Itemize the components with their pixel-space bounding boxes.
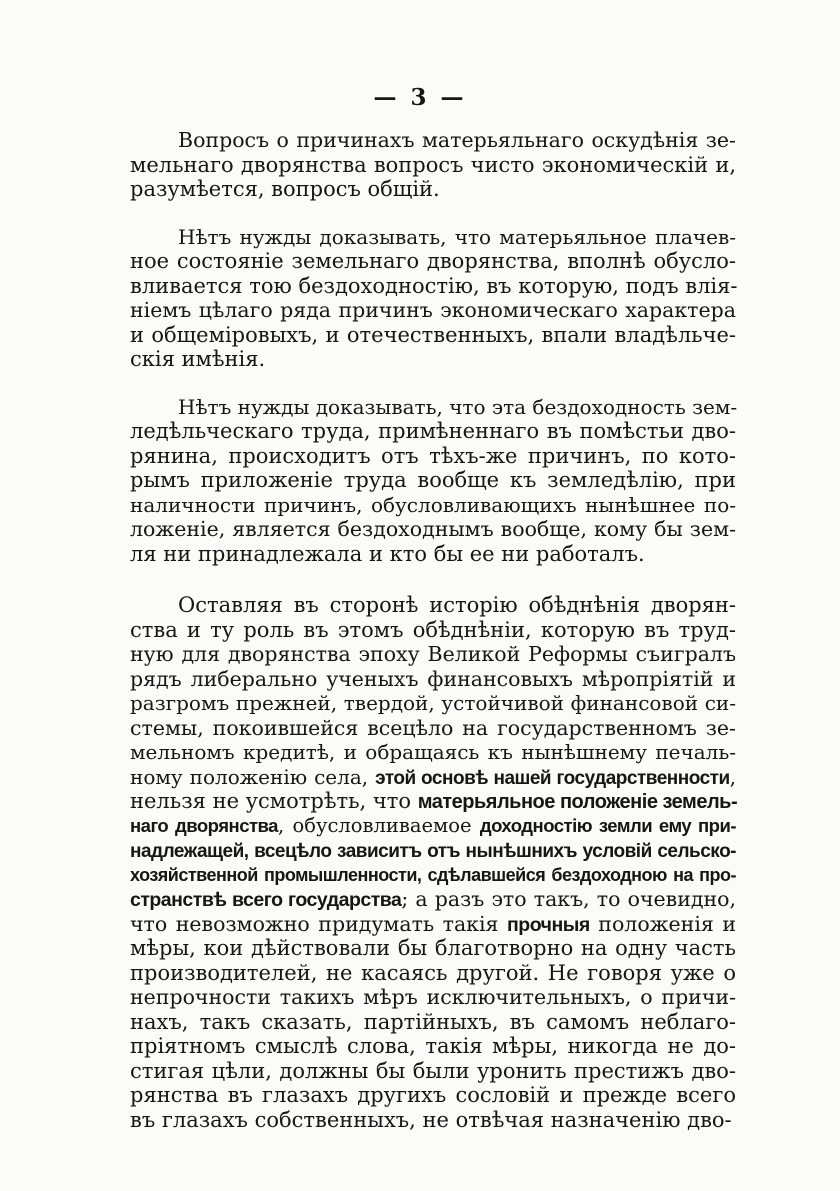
text-run: , обусловливаемое (277, 813, 480, 837)
text-line (130, 887, 736, 912)
text-line (130, 642, 736, 667)
paragraph-gap (130, 372, 736, 395)
text-run: въ глазахъ собственныхъ, не отвѣчая назначенію дво- (130, 1107, 732, 1132)
paragraph-4 (130, 593, 736, 1132)
text-run: стигая цѣли, должны бы были уронить престижъ дво- (130, 1058, 736, 1083)
text-run: ля ни принадлежала и кто бы ее ни работалъ. (130, 541, 645, 566)
text-run: , (729, 764, 736, 789)
text-line (130, 347, 736, 372)
text-line (130, 249, 736, 274)
text-run: производителей, не касаясь другой. Не говоря уже о (130, 960, 736, 985)
text-line (130, 274, 736, 299)
text-run: Оставляя въ сторонѣ исторію обѣднѣнія дворян- (178, 593, 736, 617)
text-line (130, 985, 736, 1010)
text-run: рымъ приложеніе труда вообще къ земледѣлію, при (130, 468, 736, 492)
paragraph-2 (130, 225, 736, 372)
text-run: положенія и (589, 911, 736, 936)
text-run: Вопросъ о причинахъ матерьяльнаго оскудѣнія зе- (178, 128, 736, 152)
text-run: скія имѣнія. (130, 347, 266, 371)
text-line (130, 740, 736, 765)
text-run: мельномъ кредитѣ, и обращаясь къ нынѣшнему печаль- (130, 740, 736, 764)
text-line (130, 517, 736, 542)
text-run: вливается тою бездоходностію, въ которую, подъ влія- (130, 273, 738, 298)
text-line (130, 1108, 736, 1133)
text-run: нельзя не усмотрѣть, что (130, 789, 418, 813)
text-line (130, 493, 736, 518)
emphasized-text: странствѣ всего государства (130, 889, 402, 911)
text-run: наличности причинъ, обусловливающихъ нынѣшнее по- (130, 492, 736, 517)
emphasized-text: матерьяльное положеніе земель- (417, 791, 738, 813)
text-run: мельнаго дворянства вопросъ чисто экономическій и, (130, 152, 736, 177)
text-run: пріятномъ смыслѣ слова, такія мѣры, никогда не до- (130, 1034, 736, 1058)
emphasized-text: надлежащей, всецѣло зависитъ отъ нынѣшнихъ условій сельско- (130, 841, 736, 862)
text-line (130, 177, 736, 202)
text-line (130, 323, 736, 348)
text-run: рядъ либерально ученыхъ финансовыхъ мѣропріятій и (130, 666, 736, 691)
text-line (130, 1083, 736, 1108)
text-run: ное состояніе земельнаго дворянства, вполнѣ обусло- (130, 249, 736, 273)
text-run: разгромъ прежней, твердой, устойчивой финансовой си- (130, 691, 736, 715)
text-line (130, 838, 736, 863)
text-line (130, 128, 736, 153)
text-line (130, 1059, 736, 1084)
text-line (130, 912, 736, 937)
text-run: нахъ, такъ сказать, партійныхъ, въ самомъ неблаго- (130, 1009, 736, 1034)
text-line (130, 153, 736, 178)
text-line (130, 1010, 736, 1035)
text-run: ; а разъ это такъ, то очевидно, (401, 887, 736, 911)
text-line (130, 1034, 736, 1059)
text-line (130, 789, 736, 814)
text-run: ложеніе, является бездоходнымъ вообще, кому бы зем- (130, 517, 736, 541)
text-line (130, 542, 736, 567)
body-text (130, 128, 736, 1132)
text-run: рянина, происходитъ отъ тѣхъ-же причинъ, по кото- (130, 443, 736, 468)
text-run: Нѣтъ нужды доказывать, что эта бездоходность зем- (178, 394, 738, 419)
paragraph-3 (130, 395, 736, 567)
emphasized-text: наго дворянства (130, 814, 278, 836)
paragraph-gap (130, 202, 736, 225)
text-run: ства и ту роль въ этомъ обѣднѣніи, которую въ труд- (130, 617, 736, 642)
text-line (130, 961, 736, 986)
text-line (130, 863, 736, 888)
text-line (130, 765, 736, 790)
text-line (130, 716, 736, 741)
emphasized-text: хозяйственной промышленности, сдѣлавшейся бездоходною на про- (130, 864, 736, 885)
text-line (130, 444, 736, 469)
text-run: ледѣльческаго труда, примѣненнаго въ помѣстьи дво- (130, 419, 736, 443)
text-run: ніемъ цѣлаго ряда причинъ экономическаго характера (130, 298, 736, 322)
text-run: и общеміровыхъ, и отечественныхъ, впали владѣльче- (130, 322, 736, 347)
emphasized-text: прочныя (507, 913, 590, 936)
text-run: разумѣется, вопросъ общій. (130, 177, 440, 201)
paragraph-1 (130, 128, 736, 202)
text-run: стемы, покоившейся всецѣло на государственномъ зе- (130, 715, 736, 740)
text-line (130, 468, 736, 493)
text-run: ному положенію села, (130, 764, 376, 789)
page-number: — 3 — (373, 84, 467, 111)
text-line (130, 814, 736, 839)
text-run: ную для дворянства эпоху Великой Реформы съигралъ (130, 642, 736, 666)
text-run: мѣры, кои дѣйствовали бы благотворно на одну часть (130, 936, 736, 960)
text-run: непрочности такихъ мѣръ исключительныхъ, о причи- (130, 985, 736, 1009)
text-run: Нѣтъ нужды доказывать, что матерьяльное плачев- (178, 224, 736, 249)
text-run: рянства въ глазахъ другихъ сословій и прежде всего (130, 1083, 736, 1107)
emphasized-text: этой основѣ нашей государственности (375, 767, 730, 789)
paragraph-gap (130, 566, 736, 593)
text-run: что невозможно придумать такія (130, 911, 508, 936)
text-line (130, 593, 736, 618)
emphasized-text: доходностію земли ему при- (479, 814, 736, 836)
text-line (130, 298, 736, 323)
text-line (130, 225, 736, 250)
text-line (130, 618, 736, 643)
text-line (130, 667, 736, 692)
text-line (130, 419, 736, 444)
text-line (130, 936, 736, 961)
text-line (130, 395, 736, 420)
text-line (130, 691, 736, 716)
